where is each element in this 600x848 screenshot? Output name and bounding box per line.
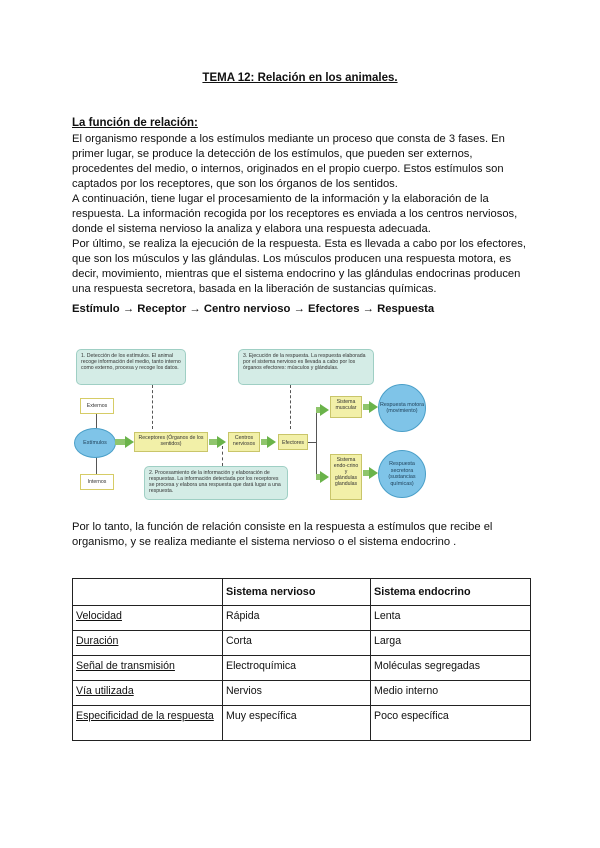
sistema-endocrino-box: Sistema endo-crino y glándulas glandulas	[330, 454, 362, 500]
arrow-2-icon	[217, 436, 226, 448]
row-label: Especificidad de la respuesta	[73, 706, 223, 741]
flow-sequence: Estímulo → Receptor → Centro nervioso → Efectores → Respuesta	[72, 303, 435, 315]
arrow-down-icon	[320, 471, 329, 483]
step1-box: 1. Detección de los estímulos. El animal recoge información del medio, tanto interno como externo, procesa y recoge los datos.	[76, 349, 186, 385]
connector-ext	[96, 414, 97, 428]
branch-vertical	[316, 410, 317, 478]
sistema-muscular-box: Sistema muscular	[330, 396, 362, 418]
table-header-row	[73, 579, 531, 606]
row-label: Velocidad	[73, 606, 223, 631]
dash-step3	[290, 385, 291, 429]
dash-step1	[152, 385, 153, 429]
row-label: Vía utilizada	[73, 681, 223, 706]
connector-int	[96, 456, 97, 474]
table-header-cell	[73, 579, 223, 606]
comparison-table	[72, 578, 531, 741]
page-title: TEMA 12: Relación en los animales.	[202, 72, 398, 84]
table-row	[73, 631, 531, 656]
branch-stem	[308, 442, 316, 443]
paragraph-processing: A continuación, tiene lugar el procesamiento de la información y la elaboración de la respuesta. La información recogida por los receptores es enviada a los centros nerviosos, donde el sistema nervioso la analiza y elabora una respuesta adecuada.	[72, 193, 518, 235]
arrow-up-icon	[320, 404, 329, 416]
estimulos-circle: Estímulos	[74, 428, 116, 458]
section-heading: La función de relación:	[72, 117, 198, 129]
table-header-cell: Sistema endocrino	[371, 579, 531, 606]
arrow-1-icon	[125, 436, 134, 448]
table-cell: Nervios	[223, 681, 371, 706]
respuesta-secretora-circle: Respuesta secretora (sustancias químicas)	[378, 450, 426, 498]
table-cell: Larga	[371, 631, 531, 656]
respuesta-motora-circle: Respuesta motora (movimiento)	[378, 384, 426, 432]
paragraph-detection: El organismo responde a los estímulos mediante un proceso que consta de 3 fases. En primer lugar, se produce la detección de los estímulos, que pueden ser externos, procedentes del medio, o internos, originados en el propio cuerpo. Estos estímulos son captados por los receptores, que son los órganos de los sentidos.	[72, 133, 505, 190]
step2-box: 2. Procesamiento de la información y elaboración de respuestas. La información detectada por los receptores se procesa y elabora una respuesta que dará lugar a una respuesta.	[144, 466, 288, 500]
arrow-2-body	[209, 439, 217, 445]
arrow-3-icon	[267, 436, 276, 448]
table-cell: Lenta	[371, 606, 531, 631]
table-cell: Medio interno	[371, 681, 531, 706]
arrow-5-icon	[369, 467, 378, 479]
arrow-1-body	[115, 439, 125, 445]
step3-box: 3. Ejecución de la respuesta. La respuesta elaborada por el sistema nervioso es llevada a cabo por los órganos efectores: músculos y glándulas.	[238, 349, 374, 385]
table-row	[73, 681, 531, 706]
table-cell: Corta	[223, 631, 371, 656]
table-row	[73, 656, 531, 681]
arrow-4-icon	[369, 401, 378, 413]
efectores-box: Efectores	[278, 434, 308, 450]
table-cell: Electroquímica	[223, 656, 371, 681]
row-label: Duración	[73, 631, 223, 656]
relation-diagram	[72, 340, 428, 508]
dash-step2	[222, 446, 223, 466]
row-label: Señal de transmisión	[73, 656, 223, 681]
conclusion-paragraph: Por lo tanto, la función de relación consiste en la respuesta a estímulos que recibe el organismo, y se realiza mediante el sistema nervioso o el sistema endocrino .	[72, 521, 493, 548]
table-header-cell: Sistema nervioso	[223, 579, 371, 606]
table-cell: Muy específica	[223, 706, 371, 741]
table-row	[73, 606, 531, 631]
table-cell: Poco específica	[371, 706, 531, 741]
centros-box: Centros nerviosos	[228, 432, 260, 452]
paragraph-execution: Por último, se realiza la ejecución de la respuesta. Esta es llevada a cabo por los efectores, que son los músculos y las glándulas. Los músculos producen una respuesta motora, es decir, movimiento, mientras que el sistema endocrino y las glándulas endocrinas producen una respuesta secretora, basada en la liberación de sustancias químicas.	[72, 238, 526, 295]
externos-box: Externos	[80, 398, 114, 414]
table-cell: Rápida	[223, 606, 371, 631]
internos-box: Internos	[80, 474, 114, 490]
receptores-box: Receptores (Órganos de los sentidos)	[134, 432, 208, 452]
table-row	[73, 706, 531, 741]
table-cell: Moléculas segregadas	[371, 656, 531, 681]
